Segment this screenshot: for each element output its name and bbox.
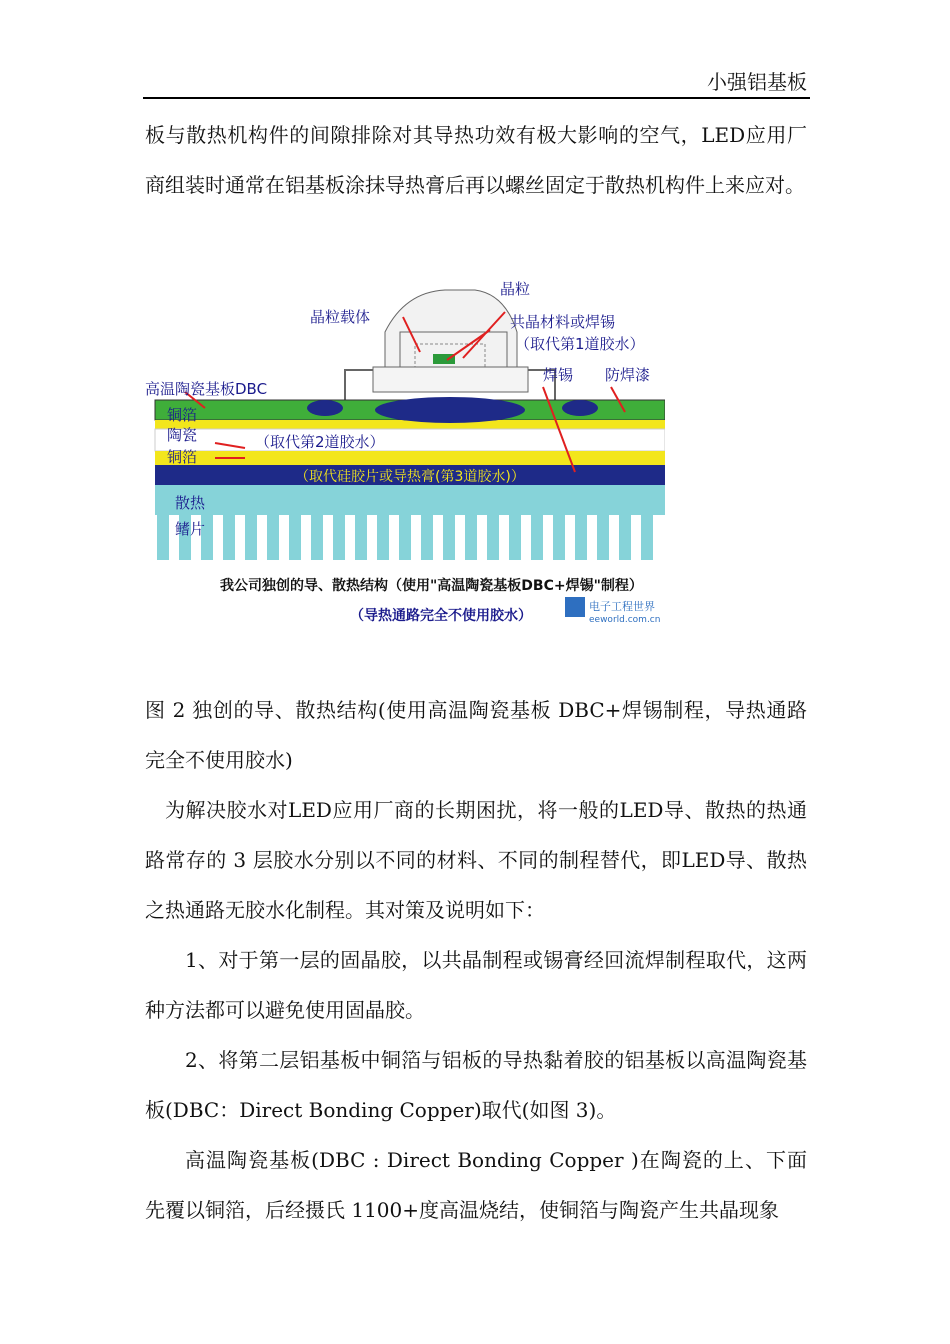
label-solder: 焊锡	[543, 366, 574, 384]
paragraph-2: 为解决胶水对LED应用厂商的长期困扰，将一般的LED导、散热的热通路常存的 3 层胶水分别以不同的材料、不同的制程替代，即LED导、散热之热通路无胶水化制程。其对策及说明如下：	[145, 798, 807, 922]
chip-icon	[433, 354, 455, 364]
label-chip: 晶粒	[500, 280, 531, 298]
label-replace-glue2: （取代第2道胶水）	[255, 433, 385, 451]
logo-text: 电子工程世界	[589, 600, 655, 613]
figure-caption: 图 2 独创的导、散热结构(使用高温陶瓷基板 DBC+焊锡制程，导热通路完全不使用胶水)	[145, 698, 807, 772]
page-header-title: 小强铝基板	[707, 70, 807, 94]
thermal-structure-figure	[145, 272, 665, 637]
label-copper-bottom: 铜箔	[167, 448, 198, 466]
paragraph-1: 板与散热机构件的间隙排除对其导热功效有极大影响的空气，LED应用厂商组装时通常在铝基板涂抹导热膏后再以螺丝固定于散热机构件上来应对。	[145, 123, 807, 197]
label-replace-glue3: （取代硅胶片或导热膏(第3道胶水)）	[295, 469, 525, 485]
paragraph-3: 1、对于第一层的固晶胶，以共晶制程或锡膏经回流焊制程取代，这两种方法都可以避免使用固晶胶。	[145, 948, 807, 1022]
label-eutectic: 共晶材料或焊锡	[510, 313, 616, 331]
header-rule	[143, 97, 810, 99]
paragraph-4: 2、将第二层铝基板中铜箔与铝板的导热黏着胶的铝基板以高温陶瓷基板(DBC：Direct Bonding Copper)取代(如图 3)。	[145, 1048, 807, 1122]
figure-desc-1: 我公司独创的导、散热结构（使用"高温陶瓷基板DBC+焊锡"制程）	[220, 578, 643, 594]
label-dbc: 高温陶瓷基板DBC	[145, 380, 268, 398]
label-ceramic: 陶瓷	[167, 426, 198, 444]
paragraph-5: 高温陶瓷基板(DBC : Direct Bonding Copper )在陶瓷的上、下面先覆以铜箔，后经摄氏 1100+度高温烧结，使铜箔与陶瓷产生共晶现象	[145, 1148, 807, 1222]
figure-desc-2: （导热通路完全不使用胶水）	[350, 608, 532, 624]
label-mask: 防焊漆	[605, 366, 651, 384]
label-fin1: 散热	[175, 494, 206, 512]
label-fin2: 鳍片	[175, 520, 206, 538]
label-replace-glue1: （取代第1道胶水）	[515, 335, 645, 353]
label-carrier: 晶粒载体	[310, 308, 371, 326]
eeworld-logo	[565, 597, 660, 625]
label-copper-top: 铜箔	[167, 406, 198, 424]
logo-url: eeworld.com.cn	[589, 615, 661, 625]
